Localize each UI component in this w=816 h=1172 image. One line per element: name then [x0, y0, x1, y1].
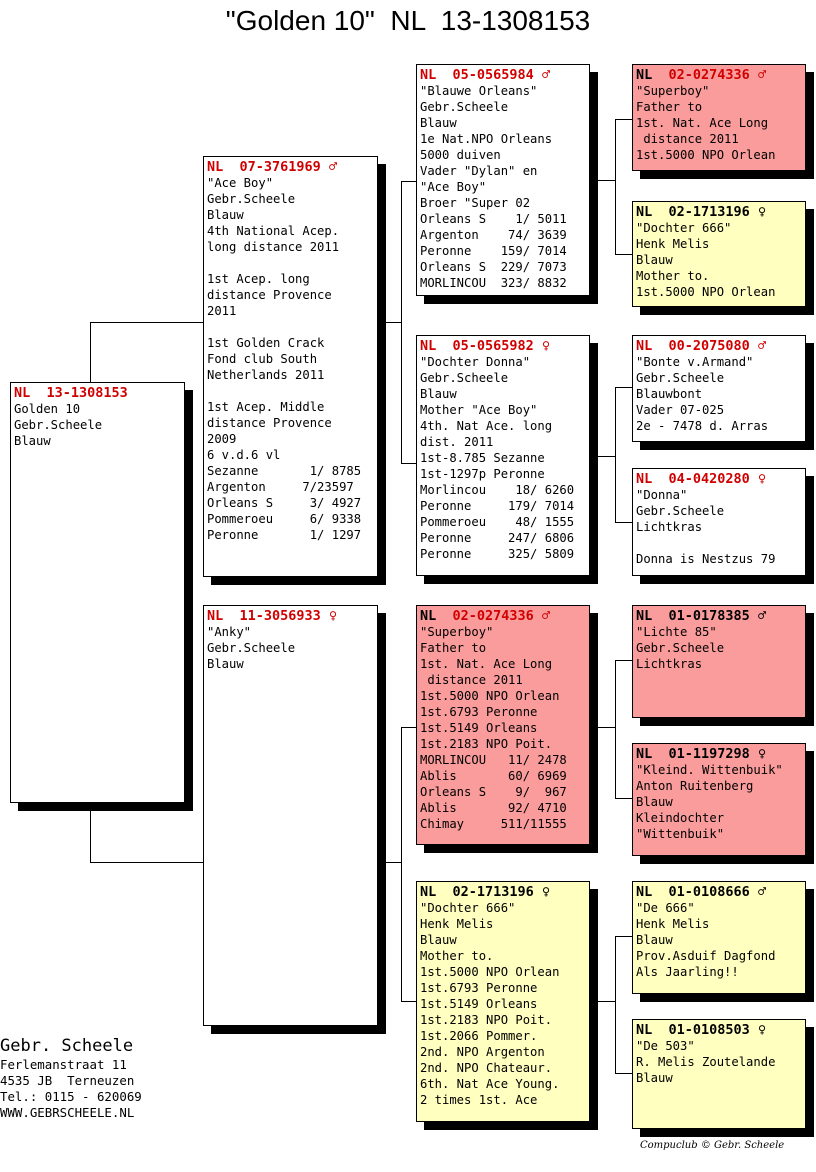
male-icon: ♂: [757, 608, 767, 624]
bird-info-line: Ablis 92/ 4710: [420, 801, 567, 815]
bird-info-line: Orleans S 229/ 7073: [420, 260, 567, 274]
bird-info-line: 1st.5000 NPO Orlean: [636, 285, 776, 299]
bird-info-line: Henk Melis: [420, 917, 494, 931]
bird-info-line: Lichtkras: [636, 520, 703, 534]
bird-info-line: Gebr.Scheele: [636, 371, 725, 385]
bird-info-line: Broer "Super 02: [420, 196, 531, 210]
bird-header: [207, 159, 374, 175]
bird-info-line: "Dochter 666": [420, 901, 516, 915]
ring-prefix: NL: [420, 338, 437, 354]
bird-info-line: distance Provence: [207, 416, 332, 430]
bird-info-line: Mother "Ace Boy": [420, 403, 538, 417]
bird-info-line: 6 v.d.6 vl: [207, 448, 281, 462]
connector-line: [401, 463, 416, 464]
ring-number: 07-3761969: [239, 159, 321, 175]
bird-info-line: 2 times 1st. Ace: [420, 1093, 538, 1107]
female-icon: ♀: [541, 884, 551, 900]
bird-info-line: "Dochter 666": [636, 221, 732, 235]
bird-info-line: Peronne 179/ 7014: [420, 499, 575, 513]
bird-info-line: Blauw: [14, 434, 51, 448]
bird-info-line: Peronne 325/ 5809: [420, 547, 575, 561]
bird-info-line: Netherlands 2011: [207, 368, 325, 382]
bird-info-line: "Superboy": [636, 84, 710, 98]
bird-info-line: distance 2011: [636, 132, 739, 146]
bird-info-line: dist. 2011: [420, 435, 494, 449]
bird-info-line: 2e - 7478 d. Arras: [636, 419, 769, 433]
female-icon: ♀: [757, 204, 767, 220]
ring-prefix: NL: [420, 884, 437, 900]
bird-info-line: Gebr.Scheele: [420, 371, 509, 385]
connector-line: [615, 936, 616, 1074]
bird-info-line: "Ace Boy": [207, 176, 274, 190]
connector-line: [615, 936, 632, 937]
ring-number: 01-0108666: [668, 884, 750, 900]
breeder-phone: Tel.: 0115 - 620069: [0, 1089, 142, 1104]
bird-info-line: Argenton 7/23597: [207, 480, 354, 494]
bird-info-line: [207, 255, 374, 271]
bird-card-dam[interactable]: [203, 605, 378, 1026]
bird-info-line: Blauw: [420, 933, 457, 947]
bird-info-line: 2nd. NPO Chateaur.: [420, 1061, 553, 1075]
bird-info-line: Peronne 247/ 6806: [420, 531, 575, 545]
bird-info-line: Blauw: [207, 208, 244, 222]
connector-line: [598, 180, 615, 181]
connector-line: [615, 1073, 632, 1074]
bird-info-line: Orleans S 3/ 4927: [207, 496, 362, 510]
bird-info-line: 1st.5000 NPO Orlean: [420, 965, 560, 979]
bird-card-dam-sire-dam[interactable]: [632, 743, 806, 856]
bird-info-line: Gebr.Scheele: [636, 641, 725, 655]
female-icon: ♀: [757, 471, 767, 487]
ring-number: 02-0274336: [668, 67, 750, 83]
bird-info-line: "Kleind. Wittenbuik": [636, 763, 783, 777]
bird-header: [420, 338, 586, 354]
bird-info-line: "Wittenbuik": [636, 827, 725, 841]
bird-info-line: Blauw: [207, 657, 244, 671]
bird-info-line: MORLINCOU 11/ 2478: [420, 753, 567, 767]
bird-header: [636, 1022, 802, 1038]
bird-info-line: Blauw: [636, 253, 673, 267]
breeder-name: Gebr. Scheele: [0, 1036, 134, 1056]
bird-info-line: Anton Ruitenberg: [636, 779, 754, 793]
connector-line: [386, 322, 401, 323]
bird-info-line: Vader 07-025: [636, 403, 725, 417]
ring-number: 02-1713196: [668, 204, 750, 220]
bird-header: [420, 67, 586, 83]
bird-info-line: 1st. Nat. Ace Long: [636, 116, 769, 130]
bird-info-line: [636, 535, 802, 551]
connector-line: [615, 387, 632, 388]
breeder-city: 4535 JB Terneuzen: [0, 1073, 135, 1088]
bird-info-line: long distance 2011: [207, 240, 340, 254]
bird-info-line: Morlincou 18/ 6260: [420, 483, 575, 497]
breeder-website[interactable]: WWW.GEBRSCHEELE.NL: [0, 1105, 135, 1120]
bird-info-line: 1st.2183 NPO Poit.: [420, 1013, 553, 1027]
bird-info-line: Orleans S 9/ 967: [420, 785, 567, 799]
bird-header: [636, 746, 802, 762]
ring-number: 13-1308153: [46, 385, 128, 401]
bird-info-line: Lichtkras: [636, 657, 703, 671]
ring-number: 05-0565982: [452, 338, 534, 354]
male-icon: ♂: [541, 608, 551, 624]
bird-info-line: "Superboy": [420, 625, 494, 639]
bird-info-line: Gebr.Scheele: [14, 418, 103, 432]
bird-info-line: 1st.5000 NPO Orlean: [420, 689, 560, 703]
bird-header: [14, 385, 181, 401]
ring-prefix: NL: [636, 608, 653, 624]
connector-line: [90, 811, 91, 863]
bird-info-line: Blauw: [420, 116, 457, 130]
bird-info-line: Blauw: [420, 387, 457, 401]
connector-line: [615, 119, 632, 120]
bird-info-line: 1st.5149 Orleans: [420, 997, 538, 1011]
bird-info-line: 2011: [207, 304, 237, 318]
bird-info-line: Father to: [636, 100, 703, 114]
bird-card-dam-dam[interactable]: [416, 881, 590, 1122]
bird-card-sire-sire-dam[interactable]: [632, 201, 806, 307]
bird-info-line: 5000 duiven: [420, 148, 501, 162]
bird-info-line: Gebr.Scheele: [207, 192, 296, 206]
bird-info-line: Blauw: [636, 1071, 673, 1085]
bird-info-line: MORLINCOU 323/ 8832: [420, 276, 567, 290]
ring-prefix: NL: [636, 471, 653, 487]
bird-info-line: Fond club South: [207, 352, 318, 366]
ring-number: 04-0420280: [668, 471, 750, 487]
bird-info-line: Mother to.: [420, 949, 494, 963]
female-icon: ♀: [328, 608, 338, 624]
bird-header: [636, 471, 802, 487]
ring-prefix: NL: [636, 204, 653, 220]
bird-info-line: distance Provence: [207, 288, 332, 302]
male-icon: ♂: [757, 338, 767, 354]
connector-line: [401, 727, 416, 728]
footer-credit: Compuclub © Gebr. Scheele: [640, 1140, 785, 1151]
ring-prefix: NL: [420, 608, 437, 624]
bird-info-line: 1st.5149 Orleans: [420, 721, 538, 735]
ring-prefix: NL: [14, 385, 31, 401]
bird-info-line: Argenton 74/ 3639: [420, 228, 567, 242]
bird-card-dam-dam-dam[interactable]: [632, 1019, 806, 1129]
bird-card-subject[interactable]: [10, 382, 185, 803]
bird-info-line: 1st Acep. long: [207, 272, 310, 286]
bird-card-sire-dam[interactable]: [416, 335, 590, 576]
bird-info-line: Prov.Asduif Dagfond: [636, 949, 776, 963]
bird-info-line: 1st-1297p Peronne: [420, 467, 545, 481]
ring-prefix: NL: [207, 159, 224, 175]
connector-line: [90, 322, 203, 323]
bird-info-line: 1st.6793 Peronne: [420, 981, 538, 995]
bird-info-line: 1st Acep. Middle: [207, 400, 325, 414]
bird-info-line: Gebr.Scheele: [207, 641, 296, 655]
female-icon: ♀: [541, 338, 551, 354]
bird-card-dam-sire-sire[interactable]: [632, 605, 806, 718]
bird-info-line: 4th National Acep.: [207, 224, 340, 238]
bird-info-line: Blauwbont: [636, 387, 703, 401]
page-title: "Golden 10" NL 13-1308153: [225, 5, 591, 36]
bird-info-line: Henk Melis: [636, 237, 710, 251]
bird-info-line: Peronne 159/ 7014: [420, 244, 567, 258]
breeder-street: Ferlemanstraat 11: [0, 1057, 127, 1072]
connector-line: [598, 727, 615, 728]
bird-info-line: Pommeroeu 6/ 9338: [207, 512, 362, 526]
bird-info-line: Blauw: [636, 795, 673, 809]
connector-line: [598, 456, 615, 457]
ring-prefix: NL: [636, 1022, 653, 1038]
bird-header: [636, 67, 802, 83]
male-icon: ♂: [757, 67, 767, 83]
bird-card-sire-sire-sire[interactable]: [632, 64, 806, 171]
bird-info-line: 1st Golden Crack: [207, 336, 325, 350]
bird-info-line: distance 2011: [420, 673, 523, 687]
bird-card-sire-dam-sire[interactable]: [632, 335, 806, 442]
bird-info-line: Peronne 1/ 1297: [207, 528, 362, 542]
bird-info-line: R. Melis Zoutelande: [636, 1055, 776, 1069]
bird-info-line: "Donna": [636, 488, 688, 502]
bird-info-line: 4th. Nat Ace. long: [420, 419, 553, 433]
bird-info-line: Golden 10: [14, 402, 81, 416]
connector-line: [401, 181, 402, 464]
bird-header: [420, 608, 586, 624]
bird-info-line: 1st-8.785 Sezanne: [420, 451, 545, 465]
bird-info-line: [207, 319, 374, 335]
connector-line: [615, 798, 632, 799]
ring-number: 01-0108503: [668, 1022, 750, 1038]
ring-prefix: NL: [420, 67, 437, 83]
ring-number: 05-0565984: [452, 67, 534, 83]
bird-info-line: Sezanne 1/ 8785: [207, 464, 362, 478]
ring-prefix: NL: [636, 884, 653, 900]
breeder-info: [0, 1035, 142, 1121]
connector-line: [615, 387, 616, 523]
bird-info-line: "Ace Boy": [420, 180, 487, 194]
bird-info-line: Gebr.Scheele: [636, 504, 725, 518]
bird-info-line: "De 503": [636, 1039, 695, 1053]
bird-info-line: Father to: [420, 641, 487, 655]
connector-line: [90, 322, 91, 383]
bird-info-line: Ablis 60/ 6969: [420, 769, 567, 783]
bird-card-dam-sire[interactable]: [416, 605, 590, 845]
ring-number: 01-0178385: [668, 608, 750, 624]
bird-card-sire-dam-dam[interactable]: [632, 468, 806, 576]
connector-line: [615, 119, 616, 255]
bird-info-line: "Blauwe Orleans": [420, 84, 538, 98]
bird-info-line: Vader "Dylan" en: [420, 164, 538, 178]
connector-line: [615, 660, 632, 661]
bird-info-line: 1st.5000 NPO Orlean: [636, 148, 776, 162]
bird-info-line: Gebr.Scheele: [420, 100, 509, 114]
bird-info-line: Henk Melis: [636, 917, 710, 931]
bird-card-sire-sire[interactable]: [416, 64, 590, 296]
male-icon: ♂: [328, 159, 338, 175]
bird-info-line: 1st.2066 Pommer.: [420, 1029, 538, 1043]
bird-header: [207, 608, 374, 624]
bird-info-line: Donna is Nestzus 79: [636, 552, 776, 566]
ring-number: 02-0274336: [452, 608, 534, 624]
bird-info-line: "Anky": [207, 625, 252, 639]
bird-info-line: "Dochter Donna": [420, 355, 531, 369]
bird-info-line: 1st.2183 NPO Poit.: [420, 737, 553, 751]
ring-number: 11-3056933: [239, 608, 321, 624]
bird-info-line: Blauw: [636, 933, 673, 947]
ring-prefix: NL: [636, 338, 653, 354]
bird-info-line: 6th. Nat Ace Young.: [420, 1077, 560, 1091]
ring-number: 01-1197298: [668, 746, 750, 762]
bird-header: [420, 884, 586, 900]
ring-number: 00-2075080: [668, 338, 750, 354]
bird-info-line: 1st.6793 Peronne: [420, 705, 538, 719]
connector-line: [401, 1001, 416, 1002]
male-icon: ♂: [757, 884, 767, 900]
bird-info-line: "Lichte 85": [636, 625, 717, 639]
bird-info-line: "De 666": [636, 901, 695, 915]
ring-number: 02-1713196: [452, 884, 534, 900]
bird-info-line: Chimay 511/11555: [420, 817, 567, 831]
male-icon: ♂: [541, 67, 551, 83]
bird-card-sire[interactable]: [203, 156, 378, 577]
ring-prefix: NL: [636, 67, 653, 83]
bird-info-line: [207, 383, 374, 399]
bird-info-line: 1e Nat.NPO Orleans: [420, 132, 553, 146]
bird-info-line: Kleindochter: [636, 811, 725, 825]
bird-info-line: 1st. Nat. Ace Long: [420, 657, 553, 671]
connector-line: [615, 522, 632, 523]
bird-info-line: Orleans S 1/ 5011: [420, 212, 567, 226]
connector-line: [90, 862, 203, 863]
connector-line: [615, 660, 616, 799]
ring-prefix: NL: [636, 746, 653, 762]
bird-header: [636, 884, 802, 900]
connector-line: [615, 254, 632, 255]
bird-info-line: Als Jaarling!!: [636, 965, 739, 979]
bird-header: [636, 204, 802, 220]
female-icon: ♀: [757, 1022, 767, 1038]
bird-header: [636, 608, 802, 624]
connector-line: [401, 727, 402, 1002]
female-icon: ♀: [757, 746, 767, 762]
bird-header: [636, 338, 802, 354]
bird-info-line: Pommeroeu 48/ 1555: [420, 515, 575, 529]
bird-info-line: "Bonte v.Armand": [636, 355, 754, 369]
bird-card-dam-dam-sire[interactable]: [632, 881, 806, 994]
connector-line: [401, 181, 416, 182]
connector-line: [598, 1001, 615, 1002]
bird-info-line: 2009: [207, 432, 237, 446]
ring-prefix: NL: [207, 608, 224, 624]
connector-line: [386, 862, 401, 863]
bird-info-line: 2nd. NPO Argenton: [420, 1045, 545, 1059]
bird-info-line: Mother to.: [636, 269, 710, 283]
